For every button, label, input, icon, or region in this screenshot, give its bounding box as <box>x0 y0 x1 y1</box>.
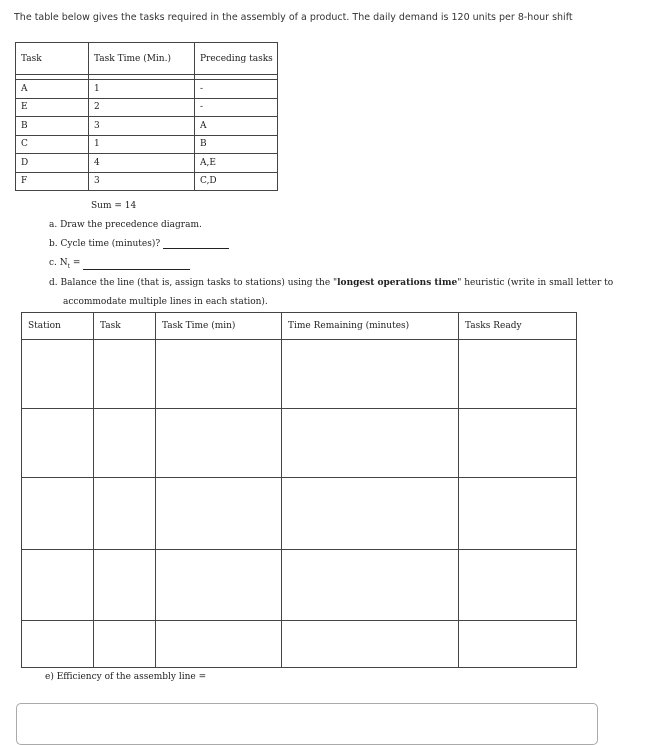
time-remaining-cell[interactable] <box>282 478 459 550</box>
header-time-remaining: Time Remaining (minutes) <box>282 313 459 340</box>
task-cell[interactable] <box>94 340 156 409</box>
task-table-header <box>16 43 278 75</box>
question-d-part1: d. Balance the line (that is, assign tasks to stations) using the " <box>49 278 338 288</box>
header-station: Station <box>22 313 94 340</box>
efficiency-question: e) Efficiency of the assembly line = <box>45 672 207 682</box>
cycle-time-answer-blank[interactable] <box>163 248 229 249</box>
question-c-suffix: = <box>70 258 81 268</box>
tasks-ready-cell[interactable] <box>459 550 577 621</box>
task-cell: A <box>16 80 89 99</box>
header-task-time: Task Time (min) <box>156 313 282 340</box>
task-cell[interactable] <box>94 621 156 668</box>
time-remaining-cell[interactable] <box>282 550 459 621</box>
header-preceding: Preceding tasks <box>195 43 278 75</box>
preceding-cell: A <box>195 117 278 136</box>
station-cell[interactable] <box>22 621 94 668</box>
table-row <box>22 409 577 478</box>
intro-text: The table below gives the tasks required in the assembly of a product. The daily demand is 120 units per 8-hour shift <box>14 12 573 23</box>
question-c <box>49 258 190 270</box>
task-cell: E <box>16 98 89 117</box>
task-cell: F <box>16 172 89 191</box>
time-cell: 1 <box>89 80 195 99</box>
table-row <box>22 340 577 409</box>
task-time-cell[interactable] <box>156 478 282 550</box>
question-b <box>49 239 229 249</box>
answer-input-box[interactable] <box>16 703 598 745</box>
question-d-part2: " heuristic (write in small letter to <box>457 278 614 288</box>
tasks-ready-cell[interactable] <box>459 340 577 409</box>
tasks-ready-cell[interactable] <box>459 621 577 668</box>
task-time-cell[interactable] <box>156 550 282 621</box>
task-cell[interactable] <box>94 478 156 550</box>
question-c-prefix: c. N <box>49 258 68 268</box>
question-d <box>49 278 613 288</box>
table-row <box>16 80 278 99</box>
header-task-time: Task Time (Min.) <box>89 43 195 75</box>
task-cell[interactable] <box>94 409 156 478</box>
task-cell: C <box>16 135 89 154</box>
task-cell[interactable] <box>94 550 156 621</box>
table-row <box>16 117 278 136</box>
preceding-cell: A,E <box>195 154 278 173</box>
task-cell: B <box>16 117 89 136</box>
time-cell: 3 <box>89 172 195 191</box>
station-table-header <box>22 313 577 340</box>
time-cell: 3 <box>89 117 195 136</box>
table-row <box>16 154 278 173</box>
tasks-ready-cell[interactable] <box>459 478 577 550</box>
task-time-cell[interactable] <box>156 340 282 409</box>
station-table <box>21 312 577 668</box>
station-cell[interactable] <box>22 340 94 409</box>
task-time-cell[interactable] <box>156 621 282 668</box>
table-row <box>16 172 278 191</box>
table-row <box>22 621 577 668</box>
preceding-cell: - <box>195 80 278 99</box>
header-task: Task <box>16 43 89 75</box>
question-a: a. Draw the precedence diagram. <box>49 220 202 230</box>
preceding-cell: - <box>195 98 278 117</box>
table-row <box>16 98 278 117</box>
task-time-cell[interactable] <box>156 409 282 478</box>
sum-label: Sum = 14 <box>91 201 137 211</box>
time-remaining-cell[interactable] <box>282 621 459 668</box>
task-table <box>15 42 278 191</box>
nt-answer-blank[interactable] <box>83 269 190 270</box>
task-cell: D <box>16 154 89 173</box>
station-cell[interactable] <box>22 409 94 478</box>
tasks-ready-cell[interactable] <box>459 409 577 478</box>
question-b-text: b. Cycle time (minutes)? <box>49 239 161 249</box>
time-cell: 1 <box>89 135 195 154</box>
question-c-sub: t <box>67 262 71 270</box>
station-cell[interactable] <box>22 478 94 550</box>
table-row <box>16 135 278 154</box>
time-cell: 2 <box>89 98 195 117</box>
header-tasks-ready: Tasks Ready <box>459 313 577 340</box>
table-row <box>22 550 577 621</box>
question-d-line2: accommodate multiple lines in each station). <box>63 297 268 307</box>
question-d-bold: longest operations time <box>337 278 458 288</box>
time-remaining-cell[interactable] <box>282 340 459 409</box>
preceding-cell: C,D <box>195 172 278 191</box>
preceding-cell: B <box>195 135 278 154</box>
station-cell[interactable] <box>22 550 94 621</box>
time-remaining-cell[interactable] <box>282 409 459 478</box>
table-row <box>22 478 577 550</box>
time-cell: 4 <box>89 154 195 173</box>
header-task: Task <box>94 313 156 340</box>
